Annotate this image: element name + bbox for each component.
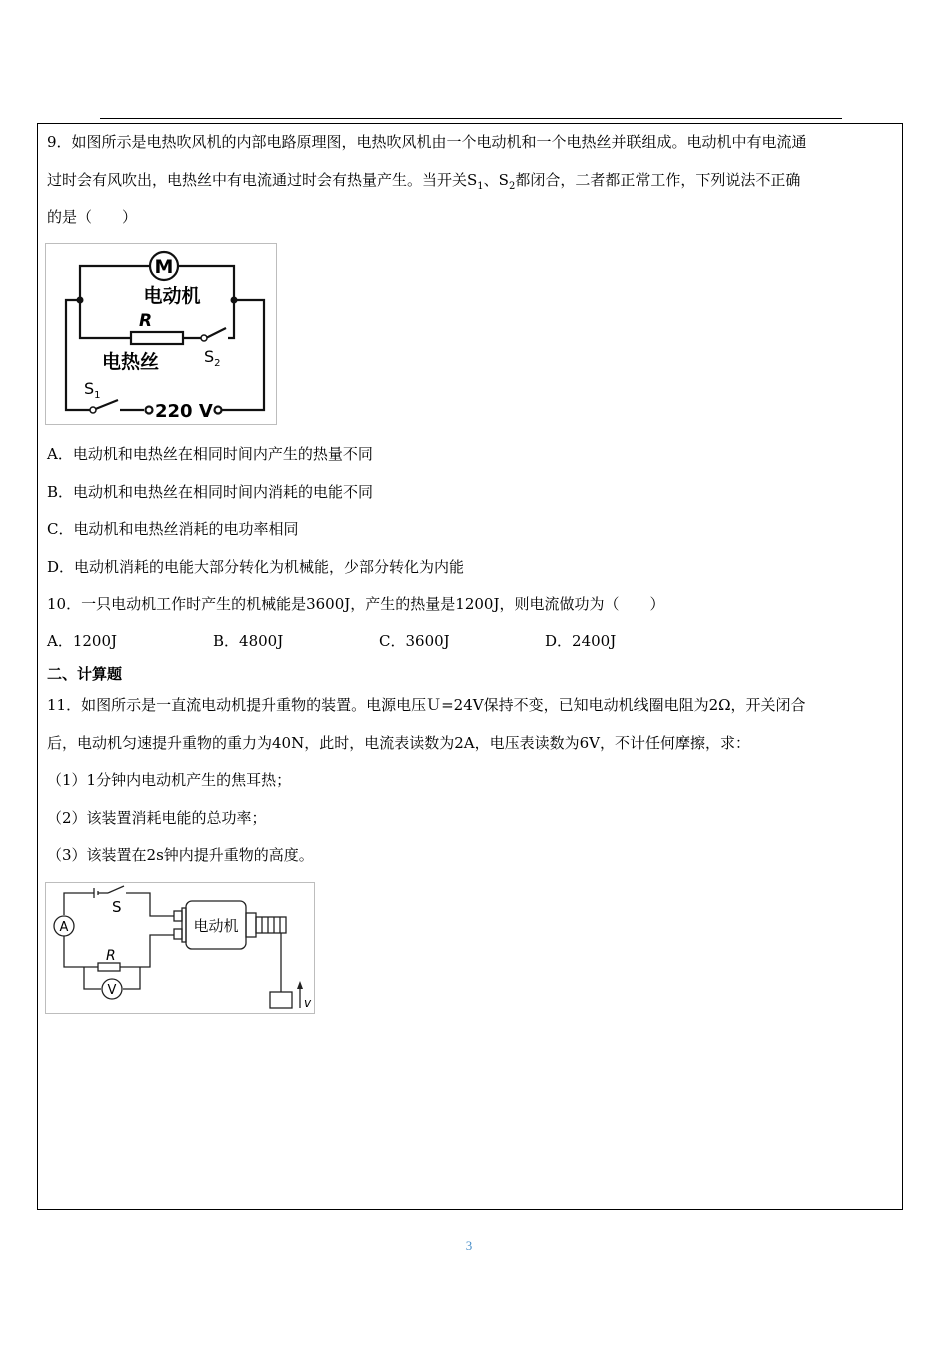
q11-stem-line1: 11．如图所示是一直流电动机提升重物的装置。电源电压Ｕ=24V保持不变，已知电动机线圈电阻为2Ω，开关闭合 xyxy=(47,696,806,714)
q9-option-d: D．电动机消耗的电能大部分转化为机械能，少部分转化为内能 xyxy=(47,558,465,576)
q10-option-c: C．3600J xyxy=(379,632,450,650)
page-number: 3 xyxy=(465,1238,473,1253)
voltmeter-label: V xyxy=(107,983,117,998)
motor-label: 电动机 xyxy=(143,285,201,307)
ammeter-label: A xyxy=(59,920,69,935)
q9-stem-line2: 过时会有风吹出，电热丝中有电流通过时会有热量产生。当开关$S_1$、$S_2$都闭合，二者都正常工作，下列说法不正确 xyxy=(47,171,801,192)
velocity-label: v xyxy=(304,996,312,1010)
q11-subquestion-2: （2）该装置消耗电能的总功率； xyxy=(47,809,267,827)
q11-subquestion-3: （3）该装置在2s钟内提升重物的高度。 xyxy=(47,846,314,864)
q9-option-c: C．电动机和电热丝消耗的电功率相同 xyxy=(47,520,299,538)
q10-stem: 10．一只电动机工作时产生的机械能是3600J，产生的热量是1200J，则电流做功为（ ） xyxy=(47,595,665,613)
switch1-label: $S_1$ xyxy=(84,379,101,401)
q11-motor-figure xyxy=(45,882,315,1014)
switch2-label: $S_2$ xyxy=(204,347,221,369)
q9-option-b: B．电动机和电热丝在相同时间内消耗的电能不同 xyxy=(47,483,374,501)
heater-label: 电热丝 xyxy=(102,351,160,373)
motor-symbol: M xyxy=(154,256,174,278)
q10-option-d: D．2400J xyxy=(545,632,617,650)
q10-option-b: B．4800J xyxy=(213,632,284,650)
q9-stem-line3: 的是（ ） xyxy=(47,208,138,226)
header-rule xyxy=(100,118,842,119)
q9-circuit-figure xyxy=(45,243,277,425)
q9-option-a: A．电动机和电热丝在相同时间内产生的热量不同 xyxy=(47,445,373,463)
q11-stem-line2: 后，电动机匀速提升重物的重力为40N，此时，电流表读数为2A，电压表读数为6V，不计任何摩擦，求： xyxy=(47,734,750,752)
q10-option-a: A．1200J xyxy=(47,632,118,650)
q9-stem-line1: 9．如图所示是电热吹风机的内部电路原理图，电热吹风机由一个电动机和一个电热丝并联组成。电动机中有电流通 xyxy=(47,133,807,151)
resistor-label-q11: R xyxy=(106,948,116,964)
motor-label-q11: 电动机 xyxy=(193,917,239,935)
switch-label: S xyxy=(112,898,122,916)
resistor-label: R xyxy=(139,311,153,331)
voltage-label: 220 V xyxy=(155,401,213,422)
q11-subquestion-1: （1）1分钟内电动机产生的焦耳热； xyxy=(47,771,292,789)
section-title: 二、计算题 xyxy=(47,665,123,683)
